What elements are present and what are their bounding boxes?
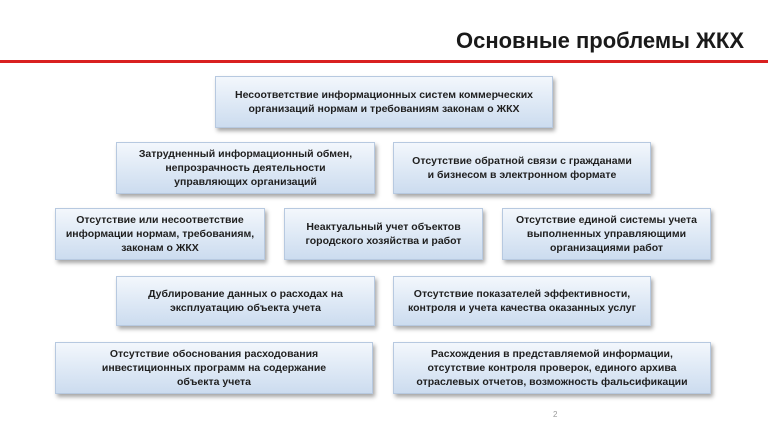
problem-box-info-exchange: Затрудненный информационный обмен, непрозрачность деятельности управляющих организаций bbox=[116, 142, 375, 194]
problem-box-investment: Отсутствие обоснования расходования инвестиционных программ на содержание объекта учета bbox=[55, 342, 373, 394]
page-number: 2 bbox=[553, 410, 558, 419]
problem-box-info-systems: Несоответствие информационных систем коммерческих организаций нормам и требованиям законам о ЖКХ bbox=[215, 76, 553, 128]
problem-box-efficiency: Отсутствие показателей эффективности, контроля и учета качества оказанных услуг bbox=[393, 276, 651, 326]
problem-box-duplication: Дублирование данных о расходах на эксплуатацию объекта учета bbox=[116, 276, 375, 326]
page-title: Основные проблемы ЖКХ bbox=[455, 28, 744, 53]
problem-box-works-system: Отсутствие единой системы учета выполненных управляющими организациями работ bbox=[502, 208, 711, 260]
problem-box-feedback: Отсутствие обратной связи с гражданами и бизнесом в электронном формате bbox=[393, 142, 651, 194]
title-divider bbox=[0, 60, 768, 63]
problem-box-discrepancies: Расхождения в представляемой информации, отсутствие контроля проверок, единого архива отраслевых отчетов, возможность фальсификации bbox=[393, 342, 711, 394]
problem-box-accounting: Неактуальный учет объектов городского хозяйства и работ bbox=[284, 208, 483, 260]
problem-box-info-compliance: Отсутствие или несоответствие информации нормам, требованиям, законам о ЖКХ bbox=[55, 208, 265, 260]
